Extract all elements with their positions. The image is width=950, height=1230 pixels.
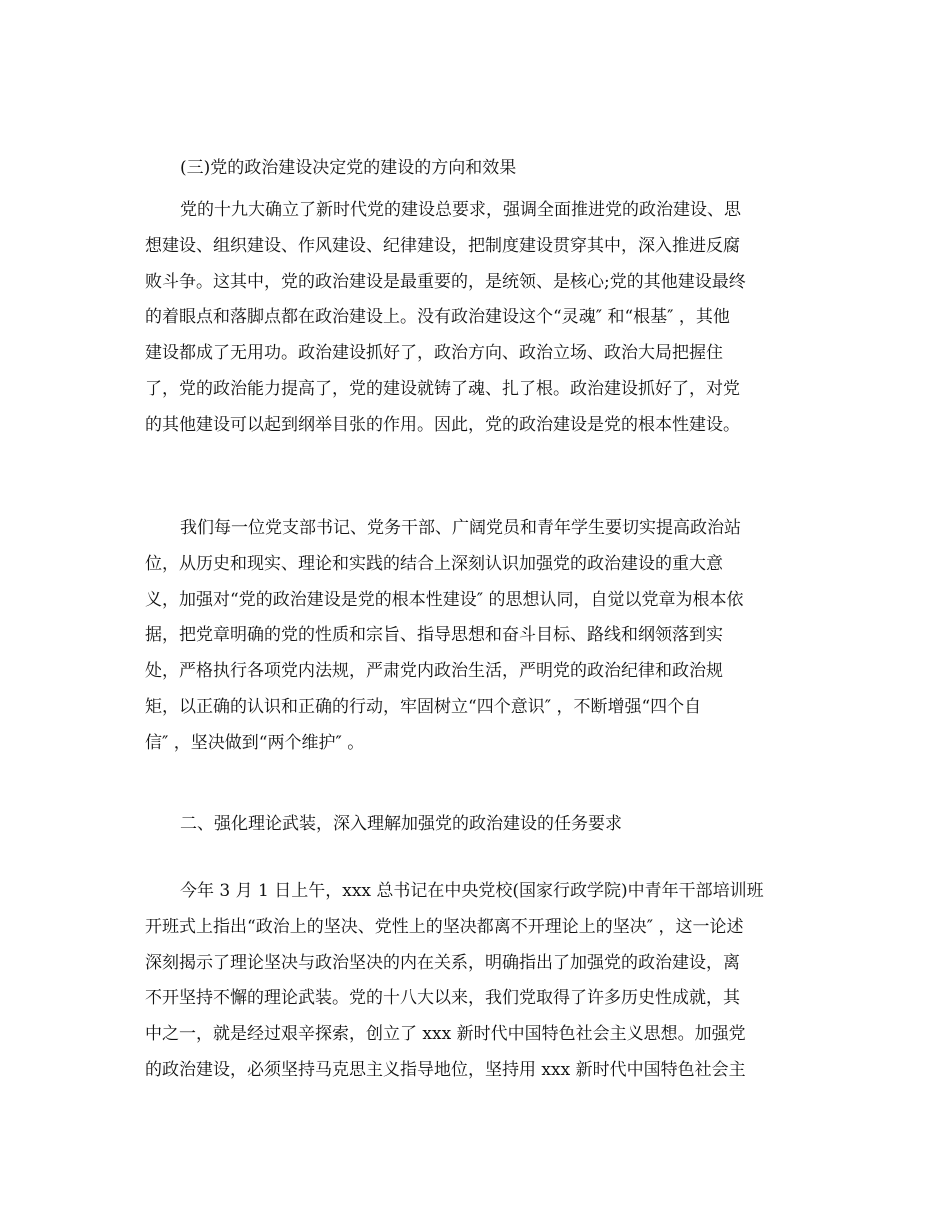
paragraph-line: 的其他建设可以起到纲举目张的作用。因此，党的政治建设是党的根本性建设。 [145, 414, 740, 435]
paragraph-line: 开班式上指出“政治上的坚决、党性上的坚决都离不开理论上的坚决″ ，这一论述 [145, 916, 744, 937]
paragraph-theoretical-arming [145, 881, 815, 1096]
paragraph-line: 不开坚持不懈的理论武装。党的十八大以来，我们党取得了许多历史性成就，其 [145, 988, 740, 1009]
paragraph-line: 建设都成了无用功。政治建设抓好了，政治方向、政治立场、政治大局把握住 [145, 343, 723, 364]
paragraph-line: 的着眼点和落脚点都在政治建设上。没有政治建设这个“灵魂″ 和“根基″ ，其他 [145, 307, 730, 328]
paragraph-line: 处，严格执行各项党内法规，严肃党内政治生活，严明党的政治纪律和政治规 [145, 661, 723, 682]
section-heading-2: 二、强化理论武装，深入理解加强党的政治建设的任务要求 [180, 814, 622, 834]
paragraph-line: 我们每一位党支部书记、党务干部、广阔党员和青年学生要切实提高政治站 [180, 518, 741, 538]
paragraph-line: 的政治建设，必须坚持马克思主义指导地位，坚持用 xxx 新时代中国特色社会主 [145, 1059, 746, 1080]
paragraph-line: 位，从历史和现实、理论和实践的结合上深刻认识加强党的政治建设的重大意 [145, 553, 723, 574]
paragraph-political-stance [145, 518, 815, 769]
paragraph-line: 想建设、组织建设、作风建设、纪律建设，把制度建设贯穿其中，深入推进反腐 [145, 235, 740, 256]
paragraph-line: 义，加强对“党的政治建设是党的根本性建设″ 的思想认同，自觉以党章为根本依 [145, 589, 744, 610]
paragraph-line: 了，党的政治能力提高了，党的建设就铸了魂、扎了根。政治建设抓好了，对党 [145, 378, 740, 399]
paragraph-line: 败斗争。这其中，党的政治建设是最重要的，是统领、是核心;党的其他建设最终 [145, 271, 746, 292]
paragraph-line: 中之一，就是经过艰辛探索，创立了 xxx 新时代中国特色社会主义思想。加强党 [145, 1024, 746, 1045]
paragraph-line: 矩，以正确的认识和正确的行动，牢固树立“四个意识″ ，不断增强“四个自 [145, 696, 702, 717]
section-heading-3: (三)党的政治建设决定党的建设的方向和效果 [180, 158, 517, 178]
paragraph-line: 信″ ，坚决做到“两个维护″ 。 [145, 732, 365, 753]
paragraph-line: 今年 3 月 1 日上午，xxx 总书记在中央党校(国家行政学院)中青年干部培训班 [180, 881, 764, 901]
paragraph-party-political-building [145, 200, 815, 451]
paragraph-line: 据，把党章明确的党的性质和宗旨、指导思想和奋斗目标、路线和纲领落到实 [145, 625, 723, 646]
paragraph-line: 深刻揭示了理论坚决与政治坚决的内在关系，明确指出了加强党的政治建设，离 [145, 952, 740, 973]
paragraph-line: 党的十九大确立了新时代党的建设总要求，强调全面推进党的政治建设、思 [180, 200, 741, 220]
